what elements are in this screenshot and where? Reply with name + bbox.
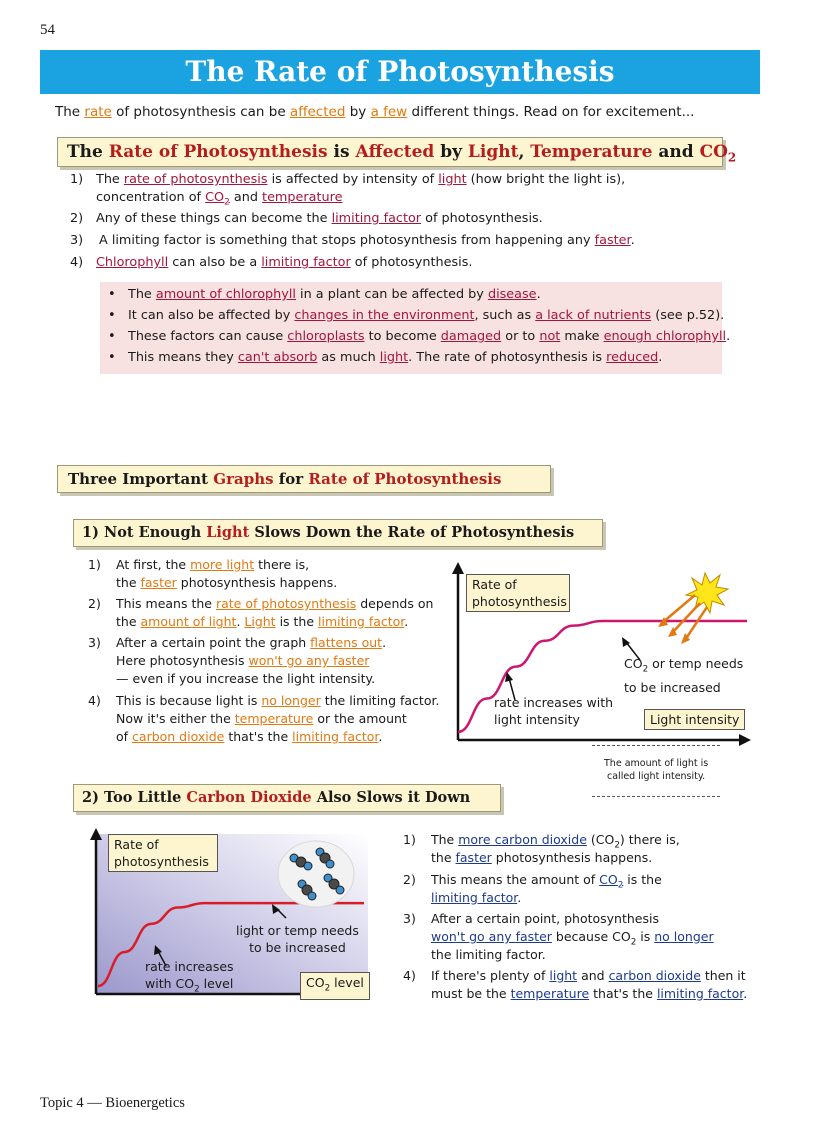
graph1-x-label: Light intensity bbox=[644, 709, 745, 730]
graph2-x-label: $CO_2$ level bbox=[300, 972, 370, 1000]
title-bar bbox=[40, 50, 760, 94]
graph1-heading: 1) Not Enough Light Slows Down the Rate of Photosynthesis bbox=[73, 519, 603, 547]
light-intensity-note: The amount of light is called light intensity. bbox=[592, 745, 720, 797]
section1-list: 1) The rate of photosynthesis is affected by intensity of light (how bright the light is), concentration of $CO_2$ and temperature 2) Any of these things can become the limiting factor of photosynthesis. 3) A limiting factor is something that stops photosynthesis from happening any faster. 4) Chlorophyll can also be a limiting factor of photosynthesis. bbox=[70, 169, 750, 279]
graph2-light-annotation: light or temp needs to be increased bbox=[236, 923, 359, 955]
list-item: It can also be affected by changes in the environment, such as a lack of nutrients (see p.52). bbox=[128, 308, 725, 323]
graph2-text: 1) The more carbon dioxide $(CO_2)$ there is, the faster photosynthesis happens. 2) This means the amount of $CO_2$ is the limiting factor. 3) After a certain point, photosynthesis won't go any faster because $CO_2$ is no longer the limiting factor. 4) If there's plenty of light and carbon dioxide then it must be the temperature that's the limiting factor. bbox=[403, 832, 748, 1001]
graph1-text: 1) At first, the more light there is, the faster photosynthesis happens. 2) This means the rate of photosynthesis depends on the amount of light. Light is the limiting factor. 3) After a certain point the graph flattens out. Here photosynthesis won't go any faster — even if you increase the light intensity. 4) This is because light is no longer the limiting factor. Now it's either the temperature or the amount of carbon dioxide that's the limiting factor. bbox=[88, 557, 440, 744]
section1-heading: The Rate of Photosynthesis is Affected by Light, Temperature and $CO_2$ bbox=[57, 137, 723, 167]
chlorophyll-note-box: • The amount of chlorophyll in a plant can be affected by disease. • It can also be affected by changes in the environment, such as a lack of nutrients (see p.52). • These factors can cause chloroplasts to become damaged or to not make enough chlorophyll. • This means they can't absorb as much light. The rate of photosynthesis is reduced. bbox=[100, 282, 722, 374]
list-item: 2) bbox=[70, 211, 84, 226]
list-item: 1) bbox=[70, 172, 84, 187]
list-item: These factors can cause chloroplasts to become damaged or to not make enough chlorophyll. bbox=[128, 329, 731, 344]
graph2-rate-annotation: rate increases with $CO_2$ level bbox=[145, 959, 234, 995]
y-axis-arrow bbox=[452, 562, 464, 574]
page-number: 54 bbox=[40, 22, 55, 38]
graph1-co2-annotation: $CO_2$ or temp needs to be increased bbox=[624, 656, 744, 695]
co2-molecules-icon bbox=[276, 838, 356, 910]
list-item: 4) bbox=[70, 255, 84, 270]
x-axis-arrow bbox=[739, 734, 751, 746]
footer: Topic 4 — Bioenergetics bbox=[40, 1095, 185, 1111]
graph1-rate-annotation: rate increases with light intensity bbox=[494, 695, 614, 727]
list-item: This means they can't absorb as much light. The rate of photosynthesis is reduced. bbox=[128, 350, 663, 365]
graph2-y-label: Rate of photosynthesis bbox=[108, 834, 218, 872]
list-item: 3) bbox=[70, 233, 84, 248]
sun-icon bbox=[640, 565, 745, 645]
section2-heading: Three Important Graphs for Rate of Photosynthesis bbox=[57, 465, 551, 493]
page-title: The Rate of Photosynthesis bbox=[185, 55, 615, 88]
list-item: The amount of chlorophyll in a plant can be affected by disease. bbox=[128, 287, 541, 302]
graph2-heading: 2) Too Little Carbon Dioxide Also Slows it Down bbox=[73, 784, 501, 812]
graph1-y-label: Rate of photosynthesis bbox=[466, 574, 570, 612]
intro-text: The rate of photosynthesis can be affected by a few different things. Read on for excitement... bbox=[55, 104, 695, 120]
